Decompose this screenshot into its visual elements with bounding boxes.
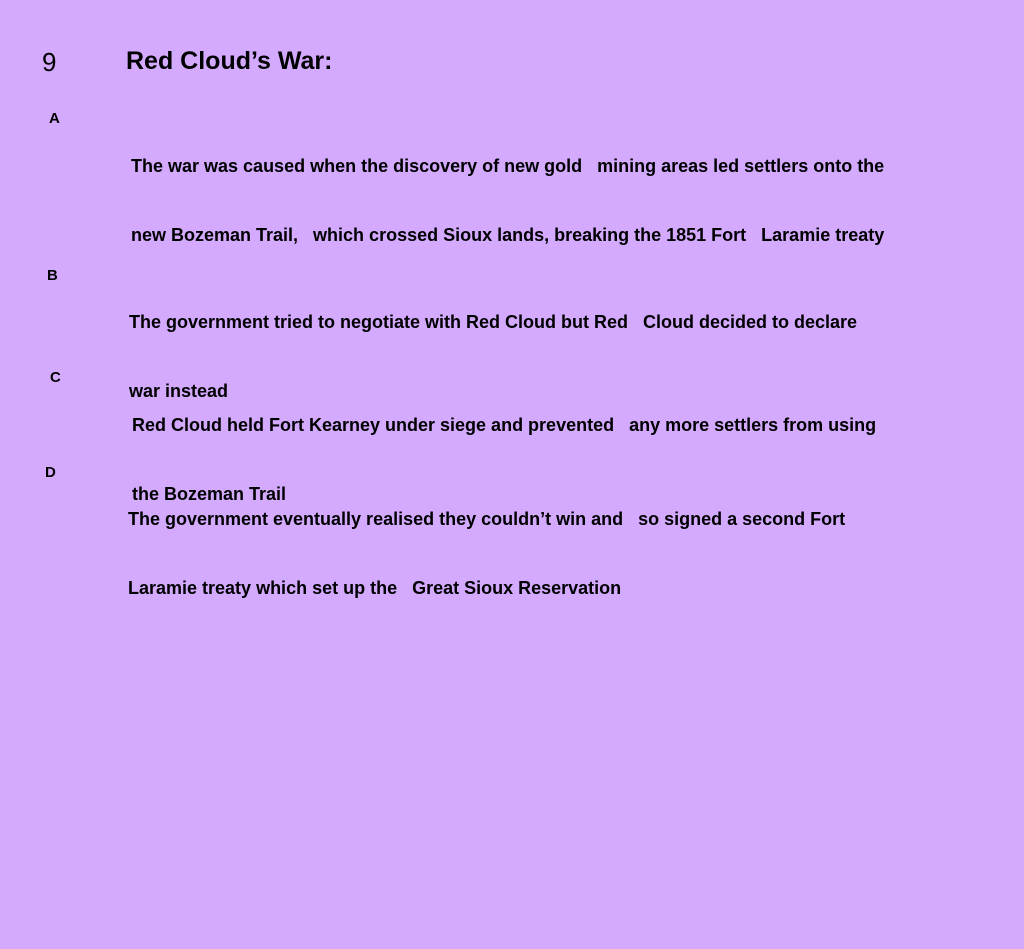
- statement-a-line-2: new Bozeman Trail, which crossed Sioux lands, breaking the 1851 Fort Laramie treaty: [131, 225, 885, 245]
- statement-b-line-2: war instead: [129, 381, 229, 401]
- statement-letter-d: D: [45, 464, 56, 481]
- statement-a-line-1: The war was caused when the discovery of new gold mining areas led settlers onto the: [131, 156, 885, 176]
- question-title: Red Cloud’s War:: [126, 47, 333, 75]
- statement-c-line-1: Red Cloud held Fort Kearney under siege and prevented any more settlers from using: [132, 415, 877, 435]
- statement-b-line-1: The government tried to negotiate with Red Cloud but Red Cloud decided to declare: [129, 312, 858, 332]
- statement-letter-a: A: [49, 110, 60, 127]
- question-number: 9: [42, 47, 57, 77]
- statement-d-line-2: Laramie treaty which set up the Great Sioux Reservation: [128, 578, 622, 598]
- statement-c-line-2: the Bozeman Trail: [132, 484, 287, 504]
- statement-letter-c: C: [50, 369, 61, 386]
- statement-a: [131, 109, 884, 270]
- statement-d-line-1: The government eventually realised they couldn’t win and so signed a second Fort: [128, 509, 846, 529]
- statement-d: [128, 462, 845, 623]
- statement-letter-b: B: [47, 267, 58, 284]
